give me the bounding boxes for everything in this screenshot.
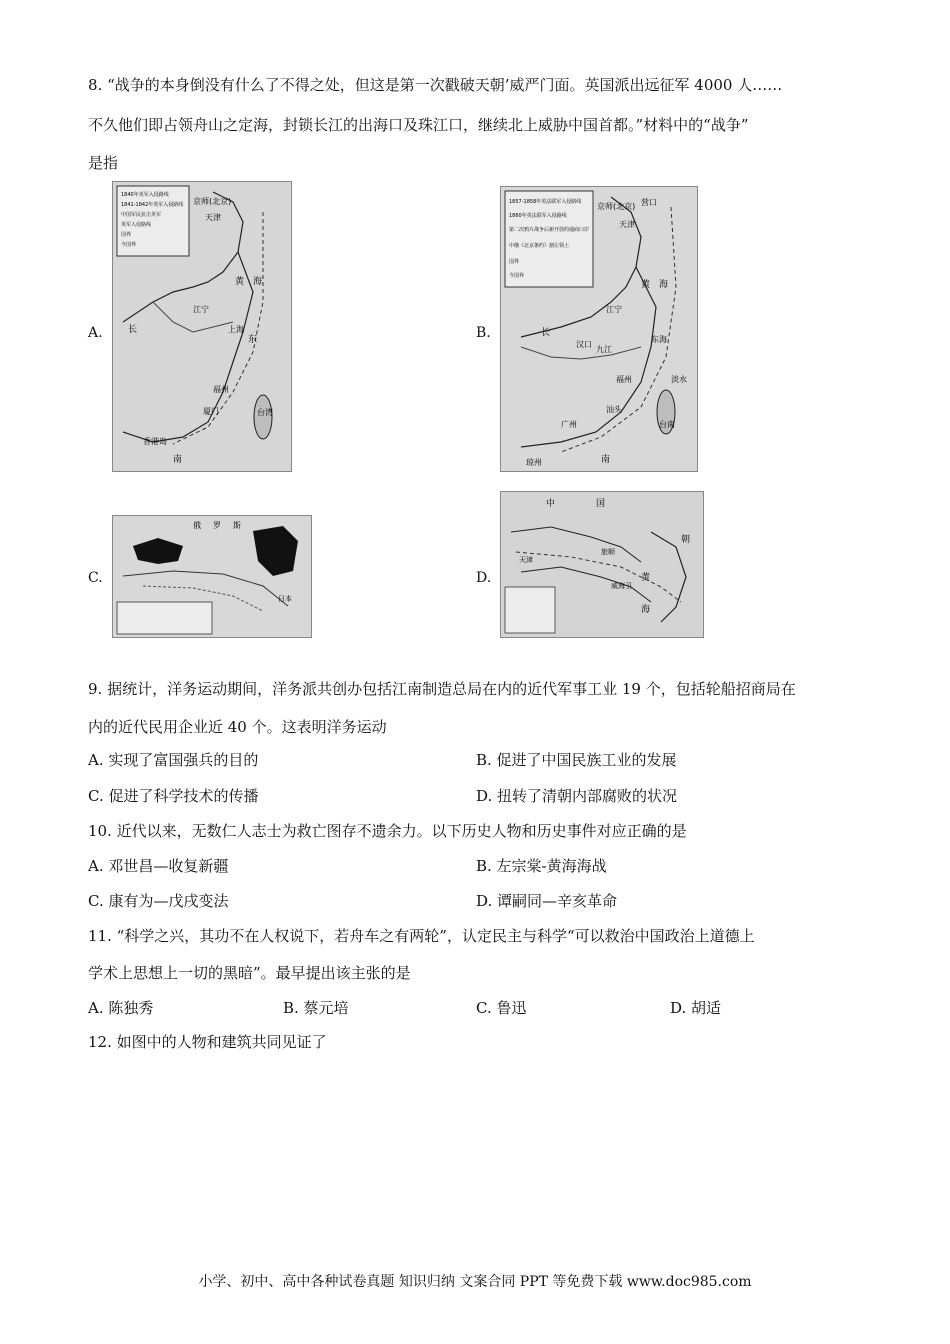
q10-option-d: D. 谭嗣同—辛亥革命 (476, 892, 618, 910)
q9-option-d: D. 扭转了清朝内部腐败的状况 (476, 787, 678, 805)
map-a-place-beijing: 京师(北京) (193, 197, 232, 206)
map-b-place-danshui: 淡水 (671, 375, 687, 384)
q10-option-c: C. 康有为—戊戌变法 (88, 892, 229, 910)
q8-line3: 是指 (88, 154, 119, 172)
page-footer: 小学、初中、高中各种试卷真题 知识归纳 文案合同 PPT 等免费下载 www.doc985.com (198, 1274, 752, 1290)
map-b-place-jiujiang: 九江 (596, 345, 612, 354)
q11-line1: 11. “科学之兴，其功不在人权说下，若舟车之有两轮”，认定民主与科学“可以救治中国政治上道德上 (88, 927, 755, 945)
q10-option-b: B. 左宗棠-黄海海战 (476, 857, 607, 875)
map-d-place-lushun: 旅顺 (601, 548, 615, 556)
map-b-place-yingkou: 营口 (641, 198, 657, 207)
q11-option-c: C. 鲁迅 (476, 999, 527, 1017)
q9-line1: 9. 据统计，洋务运动期间，洋务派共创办包括江南制造总局在内的近代军事工业 19 个，包括轮船招商局在 (88, 680, 796, 698)
q11-option-d: D. 胡适 (670, 999, 722, 1017)
map-b-place-nan: 南 (601, 455, 611, 465)
map-a-place-huang: 黄 (235, 277, 245, 287)
q8-line2: 不久他们即占领舟山之定海，封锁长江的出海口及珠江口，继续北上威胁中国首都。”材料中的“战争” (88, 116, 749, 134)
map-b-place-qiongzhou: 琼州 (526, 458, 542, 467)
map-a-place-taiwan: 台湾 (257, 408, 273, 417)
q10-line1: 10. 近代以来，无数仁人志士为救亡图存不遗余力。以下历史人物和历史事件对应正确的是 (88, 822, 687, 840)
map-c-place-si: 斯 (233, 521, 241, 530)
map-d (500, 491, 704, 638)
map-a-place-fuzhou: 福州 (213, 385, 229, 394)
map-d-place-tianjin: 天津 (519, 556, 533, 564)
map-b-place-beijing: 京师(北京) (597, 202, 636, 211)
map-c-place-japan: 日本 (278, 595, 292, 603)
map-c (112, 515, 312, 638)
q8-option-d-label: D. (476, 570, 492, 586)
map-b-legend-6: 今国界 (509, 273, 525, 279)
q8-option-c-label: C. (88, 570, 103, 586)
map-a-place-jiangning: 江宁 (193, 305, 209, 314)
map-b-place-chang: 长 (541, 328, 551, 338)
map-b-legend-2: 1860年英法联军入侵路线 (509, 213, 567, 219)
map-d-place-hai: 海 (641, 605, 651, 615)
map-a-place-hongkong: 香港岛 (143, 437, 167, 446)
map-b-place-fuzhou: 福州 (616, 375, 632, 384)
map-b-place-shantou: 汕头 (606, 405, 622, 414)
map-b-legend-4: 中俄《北京条约》割让领土 (509, 243, 570, 249)
map-b-drawing (501, 187, 697, 471)
map-a-place-hai1: 海 (253, 277, 263, 287)
map-b-place-donghai: 东海 (651, 335, 667, 344)
map-a-legend-4: 英军入侵路线 (121, 222, 152, 228)
q12-line1: 12. 如图中的人物和建筑共同见证了 (88, 1033, 327, 1051)
map-b-place-hankou: 汉口 (576, 340, 592, 349)
map-b-place-hai1: 海 (659, 280, 669, 290)
map-a-legend-2: 1841-1842年英军入侵路线 (121, 202, 184, 208)
q11-line2: 学术上思想上一切的黑暗”。最早提出该主张的是 (88, 964, 411, 982)
map-a-place-xiamen: 厦门 (203, 407, 219, 416)
q9-line2: 内的近代民用企业近 40 个。这表明洋务运动 (88, 718, 387, 736)
map-d-place-guo: 国 (596, 499, 606, 509)
map-a-legend-5: 国界 (121, 232, 132, 238)
q8-line1: 8. “战争的本身倒没有什么了不得之处，但这是第一次戳破天朝’威严门面。英国派出远征军 4000 人…… (88, 76, 783, 94)
map-d-place-zhong: 中 (546, 499, 556, 509)
map-a-place-tianjin: 天津 (205, 213, 221, 222)
map-d-place-chao: 朝 (681, 535, 691, 545)
q9-option-a: A. 实现了富国强兵的目的 (88, 751, 259, 769)
map-a-place-dong: 东 (248, 335, 258, 345)
q8-option-a-label: A. (88, 325, 103, 341)
map-a-legend-3: 中国军民抗击英军 (121, 212, 162, 218)
map-d-place-weihaiwei: 威海卫 (611, 582, 632, 590)
map-b-legend-1: 1857-1858年英法联军入侵路线 (509, 199, 582, 205)
q10-option-a: A. 邓世昌—收复新疆 (88, 857, 229, 875)
map-b-legend-5: 国界 (509, 259, 520, 265)
map-b-place-tainan: 台南 (659, 420, 675, 429)
map-a-legend-1: 1840年英军入侵路线 (121, 192, 169, 198)
map-a-place-chang: 长 (128, 325, 138, 335)
q9-option-b: B. 促进了中国民族工业的发展 (476, 751, 677, 769)
map-d-drawing (501, 492, 703, 637)
map-b-legend-3: 第二次鸦片战争后新开放的通商口岸 (509, 227, 590, 233)
map-b (500, 186, 698, 472)
map-b-place-huang: 黄 (641, 280, 651, 290)
map-a-place-nan: 南 (173, 455, 183, 465)
map-c-place-luo: 罗 (213, 521, 221, 530)
q8-option-b-label: B. (476, 325, 491, 341)
map-a-drawing (113, 182, 291, 471)
q9-option-c: C. 促进了科学技术的传播 (88, 787, 259, 805)
q11-option-b: B. 蔡元培 (283, 999, 349, 1017)
map-b-place-jiangning: 江宁 (606, 305, 622, 314)
map-b-place-guangzhou: 广州 (561, 420, 577, 429)
map-a-legend-6: 今国界 (121, 242, 137, 248)
map-a-place-shanghai: 上海 (228, 325, 244, 334)
map-a (112, 181, 292, 472)
map-c-place-e: 俄 (193, 521, 201, 530)
map-d-place-huang: 黄 (641, 573, 651, 583)
map-b-place-tianjin: 天津 (619, 220, 635, 229)
map-c-drawing (113, 516, 311, 637)
q11-option-a: A. 陈独秀 (88, 999, 154, 1017)
